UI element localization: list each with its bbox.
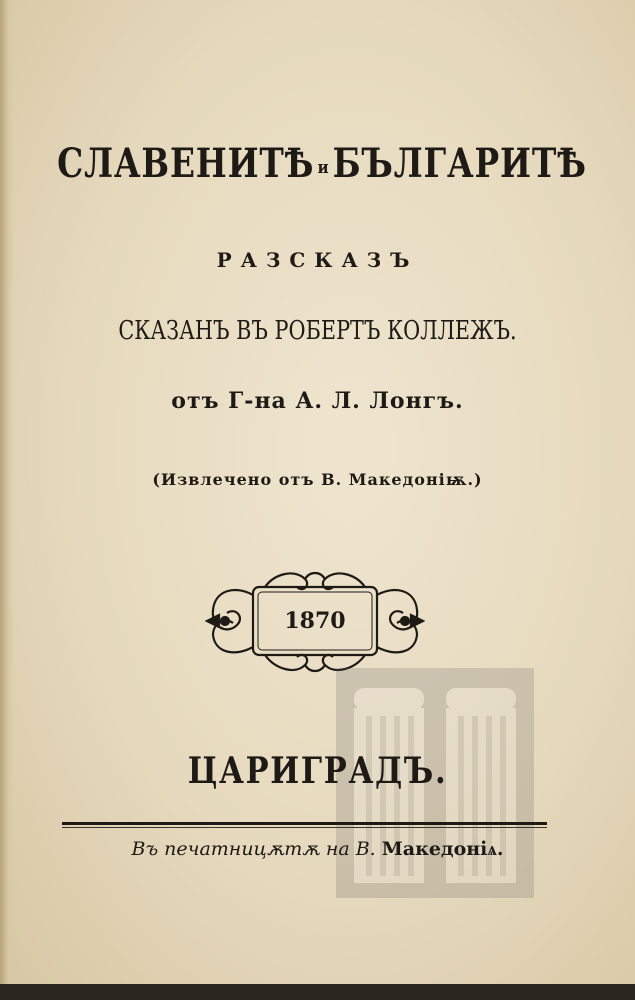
- book-title: [57, 140, 587, 187]
- printer-name: Македоніѧ.: [381, 838, 504, 860]
- title-part-2: БЪЛГАРИТѢ: [332, 140, 587, 187]
- spoken-at-line: СКАЗАНЪ ВЪ РОБЕРТЪ КОЛЛЕЖЪ.: [118, 316, 517, 346]
- author-line: отъ Г-на А. Л. Лонгъ.: [171, 388, 464, 414]
- ornament-cartouche: [205, 565, 425, 680]
- title-conjunction: и: [317, 156, 330, 178]
- page-bottom-edge: [0, 984, 635, 1000]
- extract-note: (Извлечено отъ В. Македоніѭ.): [152, 470, 483, 489]
- printer-prefix: Въ печатницѫтѫ на В.: [131, 838, 376, 860]
- divider-rule: [62, 822, 547, 825]
- publication-year: 1870: [284, 608, 346, 634]
- subtitle: РАЗСКАЗЪ: [216, 248, 419, 272]
- divider-rule-thin: [62, 827, 547, 828]
- publication-city: ЦАРИГРАДЪ.: [187, 750, 448, 792]
- printer-line: [0, 838, 635, 861]
- title-part-1: СЛАВЕНИТѢ: [57, 140, 315, 187]
